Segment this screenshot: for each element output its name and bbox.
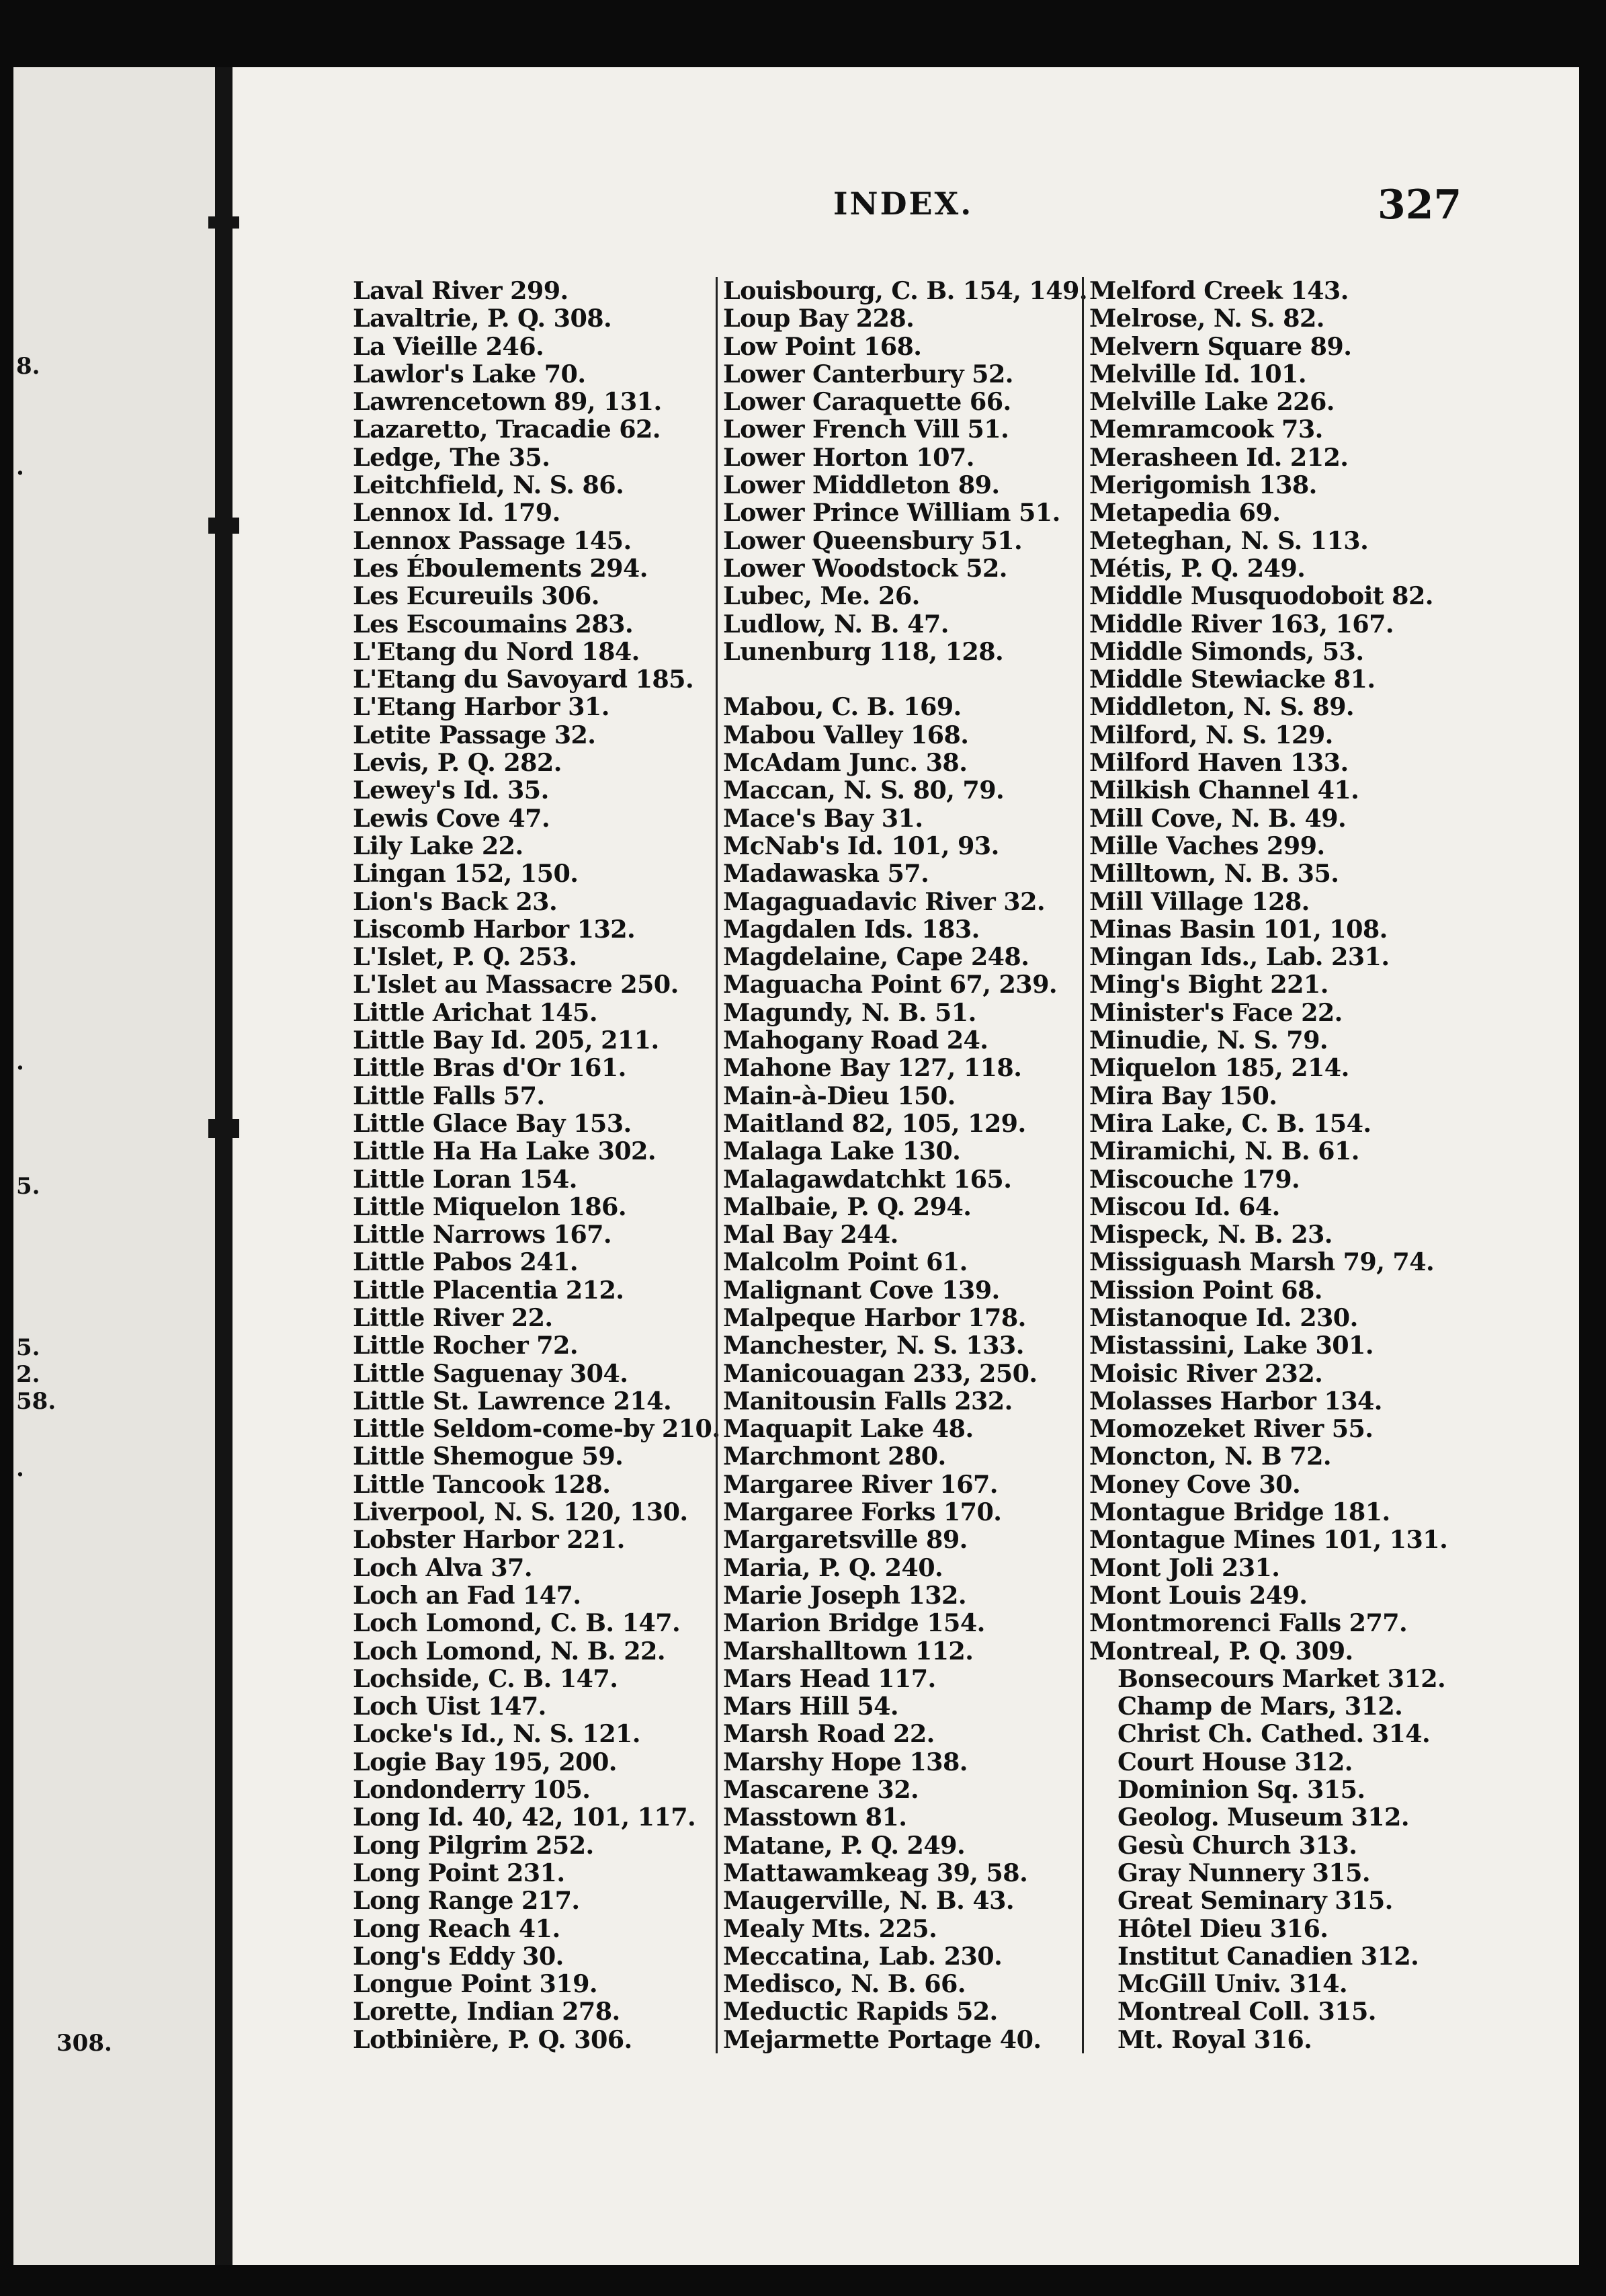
index-entry: Lower Prince William 51.	[723, 498, 1060, 528]
index-column-1	[353, 276, 720, 2054]
index-entry: Little River 22.	[353, 1303, 553, 1332]
index-entry: Melrose, N. S. 82.	[1089, 304, 1324, 333]
index-entry: Marshalltown 112.	[723, 1636, 974, 1666]
index-entry: Lochside, C. B. 147.	[353, 1664, 618, 1693]
index-entry: Lower Queensbury 51.	[723, 526, 1023, 555]
index-entry: Little Glace Bay 153.	[353, 1108, 632, 1138]
index-entry: Little Falls 57.	[353, 1081, 545, 1110]
index-entry: Lawrencetown 89, 131.	[353, 387, 662, 417]
index-column-3	[1082, 277, 1486, 2053]
index-entry: Lower Canterbury 52.	[723, 359, 1013, 388]
index-entry: Leitchfield, N. S. 86.	[353, 470, 624, 500]
index-entry: Middle Simonds, 53.	[1089, 637, 1364, 666]
index-entry: Mille Vaches 299.	[1089, 831, 1325, 860]
index-entry: Lazaretto, Tracadie 62.	[353, 415, 661, 444]
index-entry: Meteghan, N. S. 113.	[1089, 526, 1369, 555]
index-entry: La Vieille 246.	[353, 331, 544, 361]
index-entry: Matane, P. Q. 249.	[723, 1830, 966, 1860]
index-entry: Liverpool, N. S. 120, 130.	[353, 1498, 688, 1527]
index-entry: Lily Lake 22.	[353, 831, 523, 860]
index-entry: Marshy Hope 138.	[723, 1747, 968, 1776]
index-entry: Margaretsville 89.	[723, 1525, 968, 1555]
section-gap	[723, 665, 1089, 693]
index-entry: Maquapit Lake 48.	[723, 1414, 974, 1444]
index-entry: Middle Musquodoboit 82.	[1089, 581, 1433, 611]
index-entry: Malbaie, P. Q. 294.	[723, 1192, 972, 1221]
index-entry: L'Etang Harbor 31.	[353, 692, 609, 722]
index-entry: Main-à-Dieu 150.	[723, 1081, 956, 1110]
index-entry: Melville Lake 226.	[1089, 387, 1335, 417]
index-entry: Middleton, N. S. 89.	[1089, 692, 1354, 722]
index-entry: Missiguash Marsh 79, 74.	[1089, 1247, 1435, 1277]
index-entry: Little Bras d'Or 161.	[353, 1053, 626, 1083]
index-entry: Minister's Face 22.	[1089, 997, 1343, 1027]
index-entry: Ming's Bight 221.	[1089, 970, 1328, 999]
index-entry: Mill Cove, N. B. 49.	[1089, 803, 1347, 833]
index-entry: Magdelaine, Cape 248.	[723, 942, 1029, 972]
index-entry: Meccatina, Lab. 230.	[723, 1941, 1003, 1971]
binding-gutter	[215, 67, 233, 2265]
index-entry: Little Tancook 128.	[353, 1469, 611, 1499]
index-entry: Mejarmette Portage 40.	[723, 2024, 1042, 2054]
index-entry: Money Cove 30.	[1089, 1469, 1301, 1499]
index-entry: Logie Bay 195, 200.	[353, 1747, 617, 1776]
index-entry: Marchmont 280.	[723, 1442, 946, 1471]
index-entry: Lower French Vill 51.	[723, 415, 1009, 444]
index-entry: Louisbourg, C. B. 154, 149.	[723, 276, 1087, 305]
index-entry: Les Ecureuils 306.	[353, 581, 599, 611]
index-entry: Mal Bay 244.	[723, 1220, 898, 1249]
index-entry: Low Point 168.	[723, 331, 922, 361]
index-entry: Montreal, P. Q. 309.	[1089, 1636, 1353, 1666]
index-entry: Mistassini, Lake 301.	[1089, 1331, 1373, 1360]
index-entry: Mabou Valley 168.	[723, 720, 969, 749]
index-entry: Mill Village 128.	[1089, 887, 1310, 916]
index-entry: Meductic Rapids 52.	[723, 1997, 998, 2026]
index-entry: Mattawamkeag 39, 58.	[723, 1858, 1028, 1887]
index-entry: Mars Hill 54.	[723, 1692, 899, 1721]
index-sub-entry: Champ de Mars, 312.	[1117, 1692, 1403, 1721]
index-sub-entry: Christ Ch. Cathed. 314.	[1117, 1719, 1431, 1749]
index-entry: McNab's Id. 101, 93.	[723, 831, 999, 860]
index-entry: L'Islet au Massacre 250.	[353, 970, 679, 999]
index-entry: Montmorenci Falls 277.	[1089, 1608, 1408, 1638]
index-entry: Magundy, N. B. 51.	[723, 997, 976, 1027]
index-entry: Mont Louis 249.	[1089, 1580, 1308, 1610]
index-sub-entry: Bonsecours Market 312.	[1117, 1664, 1446, 1693]
index-entry: Malpeque Harbor 178.	[723, 1303, 1026, 1332]
index-entry: Mira Bay 150.	[1089, 1081, 1277, 1110]
index-entry: Lennox Passage 145.	[353, 526, 632, 555]
left-page-fragment: .	[16, 1049, 24, 1075]
index-entry: Levis, P. Q. 282.	[353, 748, 562, 778]
index-entry: Melvern Square 89.	[1089, 331, 1352, 361]
index-sub-entry: Great Seminary 315.	[1117, 1886, 1393, 1916]
index-entry: Malagawdatchkt 165.	[723, 1164, 1012, 1194]
index-entry: Masstown 81.	[723, 1803, 907, 1832]
index-entry: Little Bay Id. 205, 211.	[353, 1026, 659, 1055]
index-entry: Melford Creek 143.	[1089, 276, 1349, 305]
index-entry: Little Seldom-come-by 210.	[353, 1414, 720, 1444]
left-page-fragment: 5.	[16, 1173, 40, 1200]
index-entry: Momozeket River 55.	[1089, 1414, 1373, 1444]
left-page-fragment: 8.	[16, 353, 40, 380]
index-entry: Lion's Back 23.	[353, 887, 558, 916]
index-entry: Little Loran 154.	[353, 1164, 577, 1194]
index-entry: Lewis Cove 47.	[353, 803, 550, 833]
index-entry: Little Arichat 145.	[353, 997, 597, 1027]
index-sub-entry: Geolog. Museum 312.	[1117, 1803, 1409, 1832]
index-entry: Métis, P. Q. 249.	[1089, 553, 1306, 583]
index-entry: Manchester, N. S. 133.	[723, 1331, 1024, 1360]
index-entry: Mace's Bay 31.	[723, 803, 923, 833]
index-entry: Metapedia 69.	[1089, 498, 1281, 528]
index-entry: Little Placentia 212.	[353, 1275, 624, 1305]
index-entry: Merigomish 138.	[1089, 470, 1317, 500]
index-entry: Mingan Ids., Lab. 231.	[1089, 942, 1390, 972]
index-entry: Mistanoque Id. 230.	[1089, 1303, 1358, 1332]
page-title: INDEX.	[833, 186, 974, 222]
index-entry: Loch Alva 37.	[353, 1553, 532, 1582]
index-entry: Long Point 231.	[353, 1858, 565, 1887]
index-entry: Ludlow, N. B. 47.	[723, 609, 949, 639]
binding-mark	[208, 518, 239, 534]
index-entry: Manicouagan 233, 250.	[723, 1358, 1038, 1388]
index-entry: Lobster Harbor 221.	[353, 1525, 625, 1555]
index-entry: Melville Id. 101.	[1089, 359, 1306, 388]
left-page-fragment: 308.	[56, 2030, 112, 2057]
index-entry: Malcolm Point 61.	[723, 1247, 968, 1277]
index-entry: Moisic River 232.	[1089, 1358, 1323, 1388]
index-entry: Minudie, N. S. 79.	[1089, 1026, 1328, 1055]
index-entry: Middle Stewiacke 81.	[1089, 665, 1376, 694]
index-entry: Little Pabos 241.	[353, 1247, 578, 1277]
index-entry: Milkish Channel 41.	[1089, 776, 1359, 805]
index-entry: Miscouche 179.	[1089, 1164, 1300, 1194]
index-entry: Mascarene 32.	[723, 1775, 919, 1805]
index-entry: Magdalen Ids. 183.	[723, 914, 980, 944]
index-entry: Marsh Road 22.	[723, 1719, 935, 1749]
index-entry: Montague Mines 101, 131.	[1089, 1525, 1448, 1555]
index-entry: Little Saguenay 304.	[353, 1358, 628, 1388]
index-entry: Marie Joseph 132.	[723, 1580, 966, 1610]
index-entry: Miscou Id. 64.	[1089, 1192, 1280, 1221]
index-sub-entry: Gesù Church 313.	[1117, 1830, 1357, 1860]
index-sub-entry: Dominion Sq. 315.	[1117, 1775, 1365, 1805]
index-entry: Moncton, N. B 72.	[1089, 1442, 1331, 1471]
index-entry: Margaree Forks 170.	[723, 1498, 1002, 1527]
index-entry: Little Ha Ha Lake 302.	[353, 1137, 656, 1166]
index-entry: Little Miquelon 186.	[353, 1192, 626, 1221]
index-entry: Montague Bridge 181.	[1089, 1498, 1390, 1527]
index-entry: Loch Lomond, N. B. 22.	[353, 1636, 665, 1666]
index-entry: Loch Uist 147.	[353, 1692, 546, 1721]
index-entry: Lower Middleton 89.	[723, 470, 1000, 500]
index-entry: Lewey's Id. 35.	[353, 776, 549, 805]
index-sub-entry: Hôtel Dieu 316.	[1117, 1914, 1328, 1943]
index-sub-entry: Institut Canadien 312.	[1117, 1941, 1419, 1971]
left-page-fragment: .	[16, 1455, 24, 1482]
index-entry: Margaree River 167.	[723, 1469, 998, 1499]
index-entry: Mars Head 117.	[723, 1664, 936, 1693]
index-sub-entry: Mt. Royal 316.	[1117, 2024, 1312, 2054]
index-entry: Long Pilgrim 252.	[353, 1830, 594, 1860]
index-entry: Locke's Id., N. S. 121.	[353, 1719, 640, 1749]
index-entry: Little Narrows 167.	[353, 1220, 612, 1249]
index-entry: Little Rocher 72.	[353, 1331, 578, 1360]
index-entry: Mahogany Road 24.	[723, 1026, 988, 1055]
index-entry: Middle River 163, 167.	[1089, 609, 1394, 639]
index-entry: Lotbinière, P. Q. 306.	[353, 2024, 632, 2054]
index-entry: Loch Lomond, C. B. 147.	[353, 1608, 681, 1638]
index-entry: Little St. Lawrence 214.	[353, 1386, 672, 1416]
index-entry: Lunenburg 118, 128.	[723, 637, 1004, 666]
index-entry: L'Etang du Nord 184.	[353, 637, 640, 666]
index-entry: Mispeck, N. B. 23.	[1089, 1220, 1333, 1249]
index-entry: Milford Haven 133.	[1089, 748, 1349, 778]
left-page-fragment: .	[16, 454, 24, 481]
index-entry: Malignant Cove 139.	[723, 1275, 1000, 1305]
index-entry: McAdam Junc. 38.	[723, 748, 968, 778]
left-page-strip	[13, 67, 215, 2265]
index-entry: Ledge, The 35.	[353, 442, 550, 472]
index-entry: Loch an Fad 147.	[353, 1580, 581, 1610]
index-entry: Long Id. 40, 42, 101, 117.	[353, 1803, 696, 1832]
index-entry: Lawlor's Lake 70.	[353, 359, 586, 388]
index-entry: Miquelon 185, 214.	[1089, 1053, 1349, 1083]
index-entry: Laval River 299.	[353, 276, 568, 305]
index-entry: Lower Horton 107.	[723, 442, 974, 472]
index-entry: Minas Basin 101, 108.	[1089, 914, 1388, 944]
index-sub-entry: Gray Nunnery 315.	[1117, 1858, 1371, 1887]
index-entry: Mealy Mts. 225.	[723, 1914, 937, 1943]
index-entry: Mabou, C. B. 169.	[723, 692, 962, 722]
index-entry: Lower Woodstock 52.	[723, 553, 1007, 583]
index-entry: Marion Bridge 154.	[723, 1608, 985, 1638]
index-entry: Long's Eddy 30.	[353, 1941, 564, 1971]
page-number: 327	[1378, 181, 1462, 229]
index-entry: Letite Passage 32.	[353, 720, 596, 749]
index-entry: Mont Joli 231.	[1089, 1553, 1280, 1582]
index-entry: Maguacha Point 67, 239.	[723, 970, 1057, 999]
index-entry: Mahone Bay 127, 118.	[723, 1053, 1022, 1083]
index-entry: Lower Caraquette 66.	[723, 387, 1011, 417]
index-entry: Milford, N. S. 129.	[1089, 720, 1333, 749]
index-sub-entry: Court House 312.	[1117, 1747, 1353, 1776]
index-entry: Lingan 152, 150.	[353, 859, 579, 889]
index-entry: Maria, P. Q. 240.	[723, 1553, 943, 1582]
index-entry: Madawaska 57.	[723, 859, 929, 889]
index-sub-entry: McGill Univ. 314.	[1117, 1969, 1347, 1999]
index-entry: Magaguadavic River 32.	[723, 887, 1045, 916]
index-entry: Maitland 82, 105, 129.	[723, 1108, 1026, 1138]
index-entry: Lavaltrie, P. Q. 308.	[353, 304, 612, 333]
scanned-page	[13, 67, 1579, 2265]
page-header	[13, 181, 1579, 229]
index-entry: L'Islet, P. Q. 253.	[353, 942, 577, 972]
index-entry: Lorette, Indian 278.	[353, 1997, 620, 2026]
index-entry: Lennox Id. 179.	[353, 498, 560, 528]
index-entry: Mission Point 68.	[1089, 1275, 1322, 1305]
left-page-fragment: 5.	[16, 1334, 40, 1361]
index-entry: Mira Lake, C. B. 154.	[1089, 1108, 1371, 1138]
index-entry: Lubec, Me. 26.	[723, 581, 920, 611]
index-entry: Little Shemogue 59.	[353, 1442, 624, 1471]
index-entry: Long Reach 41.	[353, 1914, 560, 1943]
index-entry: Les Escoumains 283.	[353, 609, 634, 639]
index-entry: L'Etang du Savoyard 185.	[353, 665, 694, 694]
index-entry: Longue Point 319.	[353, 1969, 598, 1999]
binding-mark	[208, 1119, 239, 1138]
index-entry: Merasheen Id. 212.	[1089, 442, 1349, 472]
index-entry: Medisco, N. B. 66.	[723, 1969, 966, 1999]
index-entry: Malaga Lake 130.	[723, 1137, 961, 1166]
index-entry: Maccan, N. S. 80, 79.	[723, 776, 1005, 805]
index-entry: Liscomb Harbor 132.	[353, 914, 636, 944]
index-entry: Long Range 217.	[353, 1886, 580, 1916]
index-entry: Maugerville, N. B. 43.	[723, 1886, 1015, 1916]
index-entry: Molasses Harbor 134.	[1089, 1386, 1382, 1416]
index-entry: Miramichi, N. B. 61.	[1089, 1137, 1359, 1166]
index-entry: Manitousin Falls 232.	[723, 1386, 1013, 1416]
index-entry: Les Éboulements 294.	[353, 553, 648, 583]
left-page-fragment: 58.	[16, 1388, 56, 1415]
index-column-2	[716, 277, 1089, 2053]
index-sub-entry: Montreal Coll. 315.	[1117, 1997, 1376, 2026]
left-page-fragment: 2.	[16, 1361, 40, 1388]
index-entry: Loup Bay 228.	[723, 304, 915, 333]
index-entry: Milltown, N. B. 35.	[1089, 859, 1339, 889]
index-entry: Londonderry 105.	[353, 1775, 591, 1805]
index-entry: Memramcook 73.	[1089, 415, 1323, 444]
